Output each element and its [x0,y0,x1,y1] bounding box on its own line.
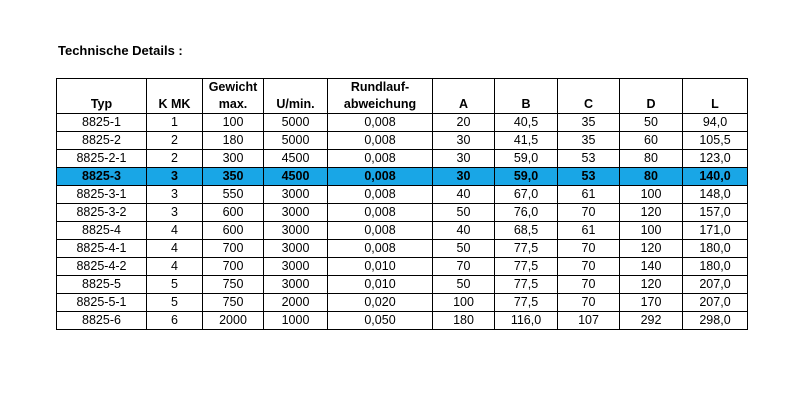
cell-typ: 8825-3-2 [57,204,147,222]
cell-l: 123,0 [683,150,748,168]
cell-rundlauf: 0,008 [328,186,433,204]
header-rundlauf-line1: Rundlauf- [350,80,410,94]
cell-a: 100 [433,294,495,312]
header-typ: Typ [57,79,147,114]
cell-d: 50 [620,114,683,132]
cell-rundlauf: 0,008 [328,222,433,240]
table-row [57,258,748,276]
cell-umin: 3000 [264,276,328,294]
header-umin: U/min. [264,79,328,114]
cell-b: 40,5 [495,114,558,132]
cell-umin: 5000 [264,114,328,132]
cell-c: 70 [558,204,620,222]
header-gewicht-line1: Gewicht [208,80,258,94]
cell-kmk: 5 [147,294,203,312]
cell-kmk: 3 [147,204,203,222]
cell-typ: 8825-1 [57,114,147,132]
header-a: A [433,79,495,114]
table-row [57,168,748,186]
cell-a: 50 [433,204,495,222]
cell-rundlauf: 0,008 [328,204,433,222]
cell-umin: 4500 [264,150,328,168]
header-l: L [683,79,748,114]
cell-kmk: 3 [147,186,203,204]
section-title: Technische Details : [58,43,183,58]
cell-a: 50 [433,240,495,258]
cell-kmk: 5 [147,276,203,294]
header-rundlauf-line2: abweichung [343,97,417,111]
cell-gewicht: 750 [203,294,264,312]
header-d: D [620,79,683,114]
cell-c: 53 [558,168,620,186]
cell-d: 292 [620,312,683,330]
cell-umin: 1000 [264,312,328,330]
table-row [57,132,748,150]
cell-d: 100 [620,186,683,204]
cell-kmk: 4 [147,258,203,276]
header-gewicht-line2: max. [218,97,248,111]
cell-gewicht: 600 [203,222,264,240]
cell-kmk: 4 [147,240,203,258]
cell-kmk: 2 [147,150,203,168]
cell-kmk: 2 [147,132,203,150]
cell-rundlauf: 0,050 [328,312,433,330]
cell-gewicht: 700 [203,240,264,258]
cell-typ: 8825-2-1 [57,150,147,168]
cell-umin: 3000 [264,204,328,222]
cell-typ: 8825-4-2 [57,258,147,276]
cell-a: 30 [433,132,495,150]
cell-umin: 3000 [264,258,328,276]
cell-l: 105,5 [683,132,748,150]
cell-d: 80 [620,168,683,186]
cell-umin: 3000 [264,186,328,204]
table-row [57,204,748,222]
cell-typ: 8825-5-1 [57,294,147,312]
header-c: C [558,79,620,114]
header-b: B [495,79,558,114]
header-gewicht [203,79,264,114]
cell-umin: 5000 [264,132,328,150]
cell-d: 120 [620,276,683,294]
cell-rundlauf: 0,008 [328,132,433,150]
table-row [57,276,748,294]
cell-gewicht: 2000 [203,312,264,330]
cell-d: 120 [620,204,683,222]
cell-l: 298,0 [683,312,748,330]
cell-d: 120 [620,240,683,258]
cell-c: 35 [558,132,620,150]
cell-b: 116,0 [495,312,558,330]
table-row [57,294,748,312]
cell-a: 30 [433,168,495,186]
table-row [57,150,748,168]
cell-b: 59,0 [495,150,558,168]
cell-l: 140,0 [683,168,748,186]
cell-umin: 3000 [264,240,328,258]
cell-d: 140 [620,258,683,276]
header-row [57,79,748,114]
table-row [57,222,748,240]
cell-a: 20 [433,114,495,132]
cell-a: 70 [433,258,495,276]
cell-d: 60 [620,132,683,150]
cell-c: 70 [558,294,620,312]
cell-b: 77,5 [495,294,558,312]
cell-gewicht: 300 [203,150,264,168]
cell-rundlauf: 0,020 [328,294,433,312]
table-row [57,312,748,330]
cell-gewicht: 550 [203,186,264,204]
table-row [57,186,748,204]
cell-c: 53 [558,150,620,168]
cell-kmk: 3 [147,168,203,186]
cell-rundlauf: 0,008 [328,168,433,186]
cell-typ: 8825-6 [57,312,147,330]
cell-a: 40 [433,222,495,240]
cell-l: 207,0 [683,294,748,312]
cell-typ: 8825-2 [57,132,147,150]
cell-umin: 3000 [264,222,328,240]
cell-b: 59,0 [495,168,558,186]
cell-typ: 8825-5 [57,276,147,294]
cell-l: 207,0 [683,276,748,294]
cell-gewicht: 750 [203,276,264,294]
cell-rundlauf: 0,008 [328,114,433,132]
header-kmk: K MK [147,79,203,114]
specs-table [56,78,748,330]
cell-typ: 8825-4 [57,222,147,240]
cell-kmk: 1 [147,114,203,132]
cell-l: 157,0 [683,204,748,222]
cell-rundlauf: 0,010 [328,258,433,276]
cell-l: 94,0 [683,114,748,132]
cell-b: 68,5 [495,222,558,240]
cell-rundlauf: 0,010 [328,276,433,294]
cell-typ: 8825-3 [57,168,147,186]
cell-b: 67,0 [495,186,558,204]
cell-b: 76,0 [495,204,558,222]
cell-b: 77,5 [495,276,558,294]
cell-l: 180,0 [683,258,748,276]
table-row [57,114,748,132]
cell-gewicht: 100 [203,114,264,132]
cell-c: 61 [558,222,620,240]
cell-l: 180,0 [683,240,748,258]
cell-d: 80 [620,150,683,168]
cell-gewicht: 180 [203,132,264,150]
cell-l: 171,0 [683,222,748,240]
cell-kmk: 4 [147,222,203,240]
cell-umin: 2000 [264,294,328,312]
table-body [57,114,748,330]
cell-c: 70 [558,258,620,276]
cell-rundlauf: 0,008 [328,240,433,258]
cell-l: 148,0 [683,186,748,204]
cell-c: 61 [558,186,620,204]
cell-c: 70 [558,240,620,258]
cell-a: 40 [433,186,495,204]
cell-c: 107 [558,312,620,330]
cell-gewicht: 700 [203,258,264,276]
cell-d: 170 [620,294,683,312]
cell-a: 50 [433,276,495,294]
cell-d: 100 [620,222,683,240]
cell-a: 180 [433,312,495,330]
cell-typ: 8825-3-1 [57,186,147,204]
cell-b: 41,5 [495,132,558,150]
table-row [57,240,748,258]
header-rundlauf [328,79,433,114]
cell-c: 35 [558,114,620,132]
cell-kmk: 6 [147,312,203,330]
cell-umin: 4500 [264,168,328,186]
cell-c: 70 [558,276,620,294]
cell-typ: 8825-4-1 [57,240,147,258]
cell-rundlauf: 0,008 [328,150,433,168]
cell-b: 77,5 [495,240,558,258]
cell-b: 77,5 [495,258,558,276]
cell-a: 30 [433,150,495,168]
cell-gewicht: 600 [203,204,264,222]
cell-gewicht: 350 [203,168,264,186]
